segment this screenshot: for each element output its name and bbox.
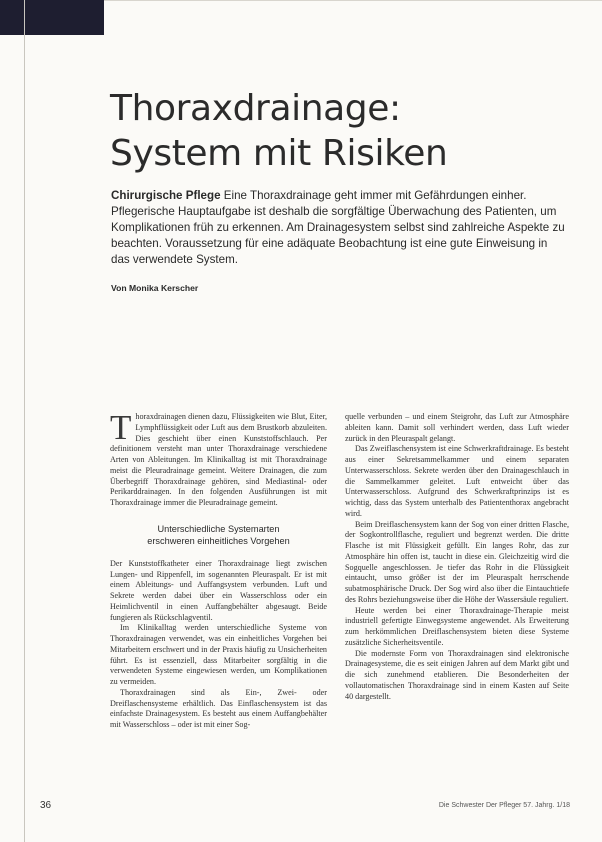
title-line-2: System mit Risiken xyxy=(110,133,448,174)
drop-cap: T xyxy=(110,408,132,447)
body-paragraph: Heute werden bei einer Thoraxdrainage-Therapie meist industriell gefertigte Einwegsysteme angewendet. Als Erweiterung zum herkömmlichen Dreiflaschensystem bieten diese Systeme zusätzliche Sicherheitsventile. xyxy=(345,605,569,647)
publication-source: Die Schwester Der Pfleger 57. Jahrg. 1/18 xyxy=(438,802,570,809)
spine-line xyxy=(24,0,25,842)
section-subheading xyxy=(110,523,327,547)
subhead-line-1: Unterschiedliche Systemarten xyxy=(157,523,280,534)
subhead-line-2: erschweren einheitliches Vorgehen xyxy=(147,535,290,546)
byline: Von Monika Kerscher xyxy=(111,283,199,293)
top-rule xyxy=(104,0,602,1)
lead-paragraph xyxy=(111,188,569,268)
intro-text: horaxdrainagen dienen dazu, Flüssigkeiten wie Blut, Eiter, Lymphflüssigkeit oder Luft aus dem Brustkorb abzuleiten. Dies geschieht über einen Kunststoffschlauch. Per definitionem versteht man unter Thoraxdrainage verschiedene Arten von Ableitungen. Im Klinikalltag ist mit Thoraxdrainage meist die Pleuradrainage gemeint. Weitere Drainagen, die zum Überbegriff Thoraxdrainage gehören, sind Mediastinal- oder Perikarddrainagen. In den folgenden Ausführungen ist mit Thoraxdrainage immer die Pleuradrainage gemeint. xyxy=(110,412,327,507)
page-number: 36 xyxy=(40,800,52,811)
body-paragraph: Thoraxdrainagen sind als Ein-, Zwei- oder Dreiflaschensysteme erhältlich. Das Einflaschensystem ist das einfachste Drainagesystem. Es besteht aus einem Auffangbehälter mit Wasserschloss – oder ist mit einer Sog- xyxy=(110,687,327,729)
lead-kicker: Chirurgische Pflege xyxy=(111,189,221,202)
column-right xyxy=(345,412,569,702)
body-paragraph: Im Klinikalltag werden unterschiedliche Systeme von Thoraxdrainagen verwendet, was ein einheitliches Vorgehen bei Mitarbeitern erschwert und in der Praxis häufig zu Unsicherheiten führt. Es ist essenziell, dass Mitarbeiter sorgfältig in die verwendeten Systeme eingewiesen werden, um Komplikationen zu vermeiden. xyxy=(110,623,327,686)
intro-paragraph xyxy=(110,408,327,509)
title-line-1: Thoraxdrainage: xyxy=(110,88,401,129)
corner-color-block xyxy=(0,0,104,35)
lead-text: Eine Thoraxdrainage geht immer mit Gefährdungen einher. Pflegerische Hauptaufgabe ist deshalb die sorgfältige Überwachung des Patienten, um Komplikationen früh zu erkennen. Am Drainagesystem selbst sind zahlreiche Aspekte zu beachten. Voraussetzung für eine adäquate Beobachtung ist eine gute Einweisung in das verwendete System. xyxy=(111,189,565,266)
body-paragraph: Das Zweiflaschensystem ist eine Schwerkraftdrainage. Es besteht aus einer Sekretsammelkammer und einem separaten Unterwasserschloss. Sekrete werden über den Drainageschlauch in die Sammelkammer geleitet. Luft entweicht über das Unterwasserschloss. Aufgrund des Schwerkraftprinzips ist es wichtig, dass das System unterhalb des Patiententhorax angebracht wird. xyxy=(345,444,569,518)
article-title xyxy=(110,86,550,176)
body-paragraph: Beim Dreiflaschensystem kann der Sog von einer dritten Flasche, der Sogkontrollflasche, reguliert und begrenzt werden. Die dritte Flasche ist mit Flüssigkeit gefüllt. Ein langes Rohr, das zur Atmosphäre hin offen ist, taucht in diese ein. Gleichzeitig wird die Sogquelle angeschlossen. Je tiefer das Rohr in die Flüssigkeit eintaucht, umso größer ist der im Pleuraspalt herrschende subatmosphärische Druck. Der Sog wird also über die Eintauchtiefe des Rohrs beziehungsweise über die Höhe der Wassersäule reguliert. xyxy=(345,519,569,604)
body-paragraph: Die modernste Form von Thoraxdrainagen sind elektronische Drainagesysteme, die es seit einigen Jahren auf dem Markt gibt und die sich zunehmend etablieren. Die Besonderheiten der vollautomatischen Thoraxdrainage sind in einem Kasten auf Seite 40 dargestellt. xyxy=(345,648,569,701)
column-left xyxy=(110,408,327,731)
body-paragraph: quelle verbunden – und einem Steigrohr, das Luft zur Atmosphäre ableiten kann. Damit soll verhindert werden, dass Luft wieder zurück in den Pleuraspalt gelangt. xyxy=(345,412,569,443)
body-paragraph: Der Kunststoffkatheter einer Thoraxdrainage liegt zwischen Lungen- und Rippenfell, im sogenannten Pleuraspalt. Er ist mit einem Ableitungs- und Auffangsystem verbunden. Luft und Sekrete werden dabei über ein Wasserschloss oder ein Heimlichventil in einen Auffangbehälter abgesaugt. Beide fungieren als Rückschlagventil. xyxy=(110,558,327,622)
